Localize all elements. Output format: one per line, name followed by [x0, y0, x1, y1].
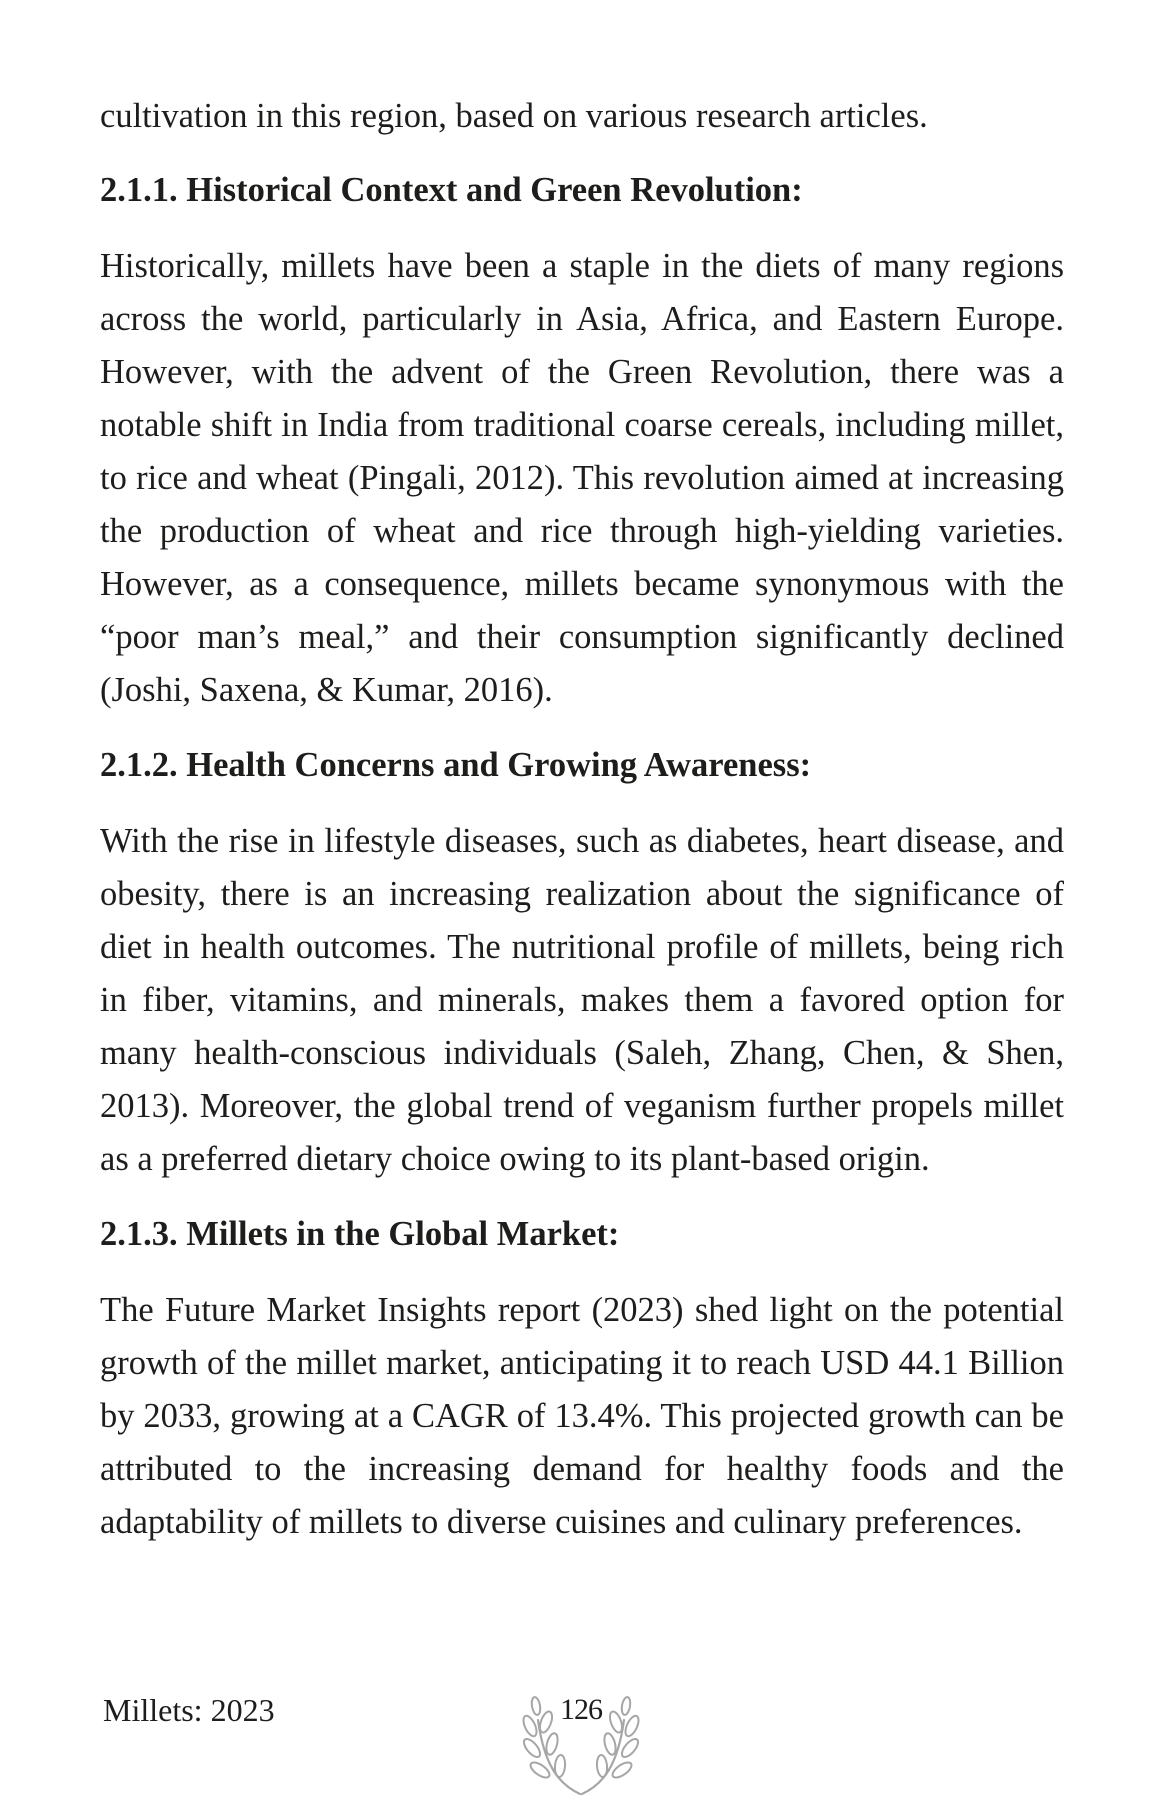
page-number: 126: [560, 1693, 602, 1726]
page-number-emblem: [506, 1690, 656, 1800]
section-heading-health-concerns: 2.1.2. Health Concerns and Growing Awareness:: [100, 746, 812, 784]
page-content: [100, 90, 1064, 1549]
section-heading-historical-context: 2.1.1. Historical Context and Green Revolution:: [100, 171, 803, 209]
section-body-historical-context: Historically, millets have been a staple in the diets of many regions across the world, particularly in Asia, Africa, and Eastern Europe. However, with the advent of the Green Revolution, there was a notable shift in India from traditional coarse cereals, including millet, to rice and wheat (Pingali, 2012). This revolution aimed at increasing the production of wheat and rice through high-yielding varieties. However, as a consequence, millets became synonymous with the “poor man’s meal,” and their consumption significantly declined (Joshi, Saxena, & Kumar, 2016).: [100, 247, 1064, 709]
section-heading-global-market: 2.1.3. Millets in the Global Market:: [100, 1215, 620, 1253]
footer-book-title: Millets: 2023: [103, 1692, 275, 1728]
section-body-global-market: The Future Market Insights report (2023) shed light on the potential growth of the millet market, anticipating it to reach USD 44.1 Billion by 2033, growing at a CAGR of 13.4%. This projected growth can be attributed to the increasing demand for healthy foods and the adaptability of millets to diverse cuisines and culinary preferences.: [100, 1291, 1064, 1541]
intro-paragraph: cultivation in this region, based on various research articles.: [100, 97, 928, 135]
section-body-health-concerns: With the rise in lifestyle diseases, such as diabetes, heart disease, and obesity, there is an increasing realization about the significance of diet in health outcomes. The nutritional profile of millets, being rich in fiber, vitamins, and minerals, makes them a favored option for many health-conscious individuals (Saleh, Zhang, Chen, & Shen, 2013). Moreover, the global trend of veganism further propels millet as a preferred dietary choice owing to its plant-based origin.: [100, 822, 1064, 1178]
page-footer: [0, 1690, 1164, 1800]
